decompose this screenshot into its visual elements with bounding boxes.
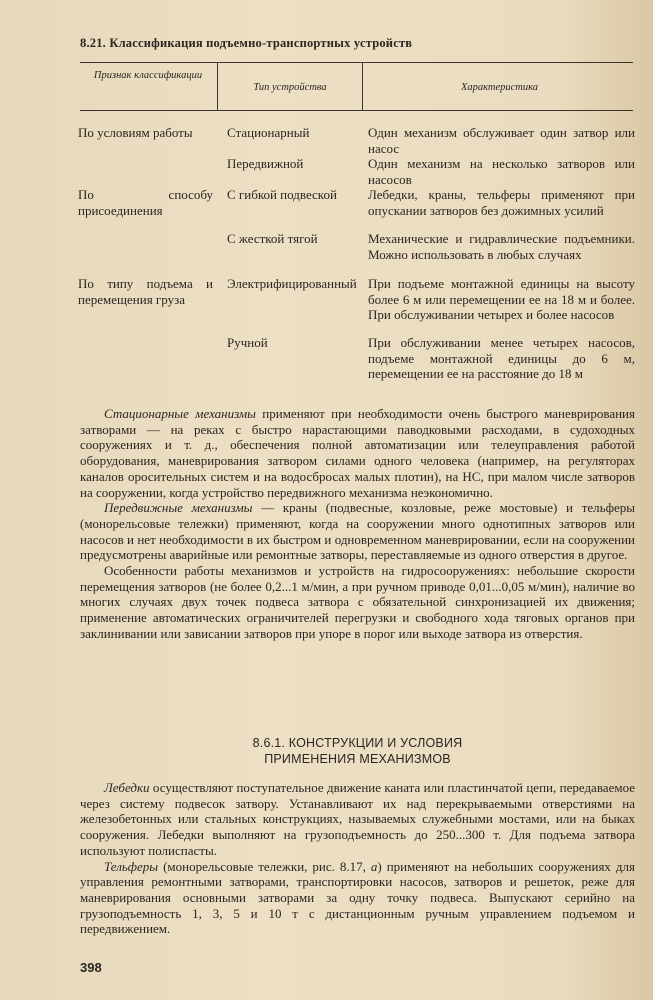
table-caption: 8.21. Классификация подъемно-транспортных устройств	[80, 36, 413, 50]
table-cell-characteristic: Механические и гидравлические подъемники. Можно использовать в любых случаях	[368, 231, 635, 262]
paragraph	[80, 859, 635, 938]
figure-ref: а	[370, 858, 378, 874]
paragraph	[80, 500, 635, 563]
table-header-type: Тип устройства	[253, 82, 327, 93]
table-cell-characteristic: При обслуживании менее четырех насосов, подъеме монтажной единицы до 6 м, перемещении ее на расстояние до 18 м	[368, 335, 635, 382]
paragraph	[80, 406, 635, 500]
paragraph-text: применяют при необходимости очень быстрого маневрирования затворами — на реках с быстро нарастающими паводковыми расходами, в судоходных сооружениях и т. д., обеспечения полной автоматизации или телеуправления работой оборудования, маневрирования затвором силами одного человека (например, на регуляторах каналов оросительных систем и на водосбросах малых плотин), на НС, при малом числе затворов на сооружении, когда устройство передвижного механизма неэкономично.	[80, 406, 635, 500]
term: Стационарные механизмы	[104, 406, 256, 421]
section-heading-line: ПРИМЕНЕНИЯ МЕХАНИЗМОВ	[264, 752, 451, 766]
table-cell-characteristic: При подъеме монтажной единицы на высоту более 6 м или перемещении ее на 18 м и более. При обслуживании четырех и более насосов	[368, 276, 635, 323]
term: Лебедки	[104, 780, 150, 795]
paragraph-text: осуществляют поступательное движение каната или пластинчатой цепи, передаваемое через систему подвесок затвору. Устанавливают их над перекрываемыми отверстиями на железобетонных или стальных конструкциях, называемых служебными мостами, или на быках сооружения. Лебедки выполняют на грузоподъемность до 250...300 т. Для подъема затвора используют полиспасты.	[80, 780, 635, 858]
table-column-divider	[217, 62, 218, 110]
table-top-rule	[80, 62, 633, 63]
term: Тельферы	[104, 858, 159, 874]
table-cell-type: Электрифицированный	[227, 276, 357, 291]
term: Передвижные механизмы	[104, 500, 253, 516]
paragraph	[80, 563, 635, 642]
table-cell-type: С жесткой тягой	[227, 231, 318, 246]
paragraph-text: — краны (подвесные, козловые, реже мостовые) и тельферы (монорельсовые тележки) применяют, когда на сооружении много однотипных затворов или насосов и нет необходимости в их быстром и одновременном маневрировании, если на сооружении предусмотрены аварийные или ремонтные затворы, переставляемые из одного отверстия в другое.	[80, 500, 636, 563]
paragraph-text: ) применяют на небольших сооружениях для управления ремонтными затворами, транспортировки насосов, затворов и решеток, реже для маневрирования основными затворами за одну точку подвеса. Выпускают серийно на грузоподъемность 1, 3, 5 и 10 т с дистанционным ручным управлением подъемом и передвижением.	[80, 858, 635, 937]
table-cell-characteristic: Один механизм обслуживает один затвор или насос	[368, 125, 635, 156]
section-heading	[80, 735, 635, 767]
table-cell-type: Стационарный	[227, 125, 310, 140]
table-cell-sign: По условиям работы	[78, 125, 193, 140]
body-text-block-1	[80, 406, 635, 642]
table-cell-characteristic: Один механизм на несколько затворов или насосов	[368, 156, 635, 187]
table-cell-characteristic: Лебедки, краны, тельферы применяют при опускании затворов без дожимных усилий	[368, 187, 635, 218]
table-cell-sign: По способу присоединения	[78, 187, 213, 218]
paragraph-text: (монорельсовые тележки, рис. 8.17,	[158, 858, 371, 874]
paragraph-text: Особенности работы механизмов и устройств на гидросооружениях: небольшие скорости перемещения затворов (не более 0,2...1 м/мин, а при ручном приводе 0,01...0,05 м/мин), наличие во многих случаях двух точек подвеса затвора с обязательной синхронизацией их движения; применение автоматических ограничителей перегрузки и свободного хода тяговых органов при заклинивании или зависании затворов при упоре в порог или выходе затвора из отверстия.	[80, 563, 635, 641]
table-header-characteristic: Характеристика	[460, 82, 539, 93]
table-cell-type: Передвижной	[227, 156, 304, 171]
table-cell-type: Ручной	[227, 335, 268, 350]
table-column-divider	[362, 62, 363, 110]
table-header-rule	[80, 110, 633, 111]
page-number: 398	[80, 960, 102, 975]
table-header-sign: Признак классификации	[93, 70, 203, 81]
paragraph	[80, 780, 635, 859]
body-text-block-2	[80, 780, 635, 937]
section-heading-line: 8.6.1. КОНСТРУКЦИИ И УСЛОВИЯ	[252, 736, 463, 750]
table-cell-type: С гибкой подвеской	[227, 187, 337, 202]
table-cell-sign: По типу подъема и перемещения груза	[78, 276, 213, 307]
